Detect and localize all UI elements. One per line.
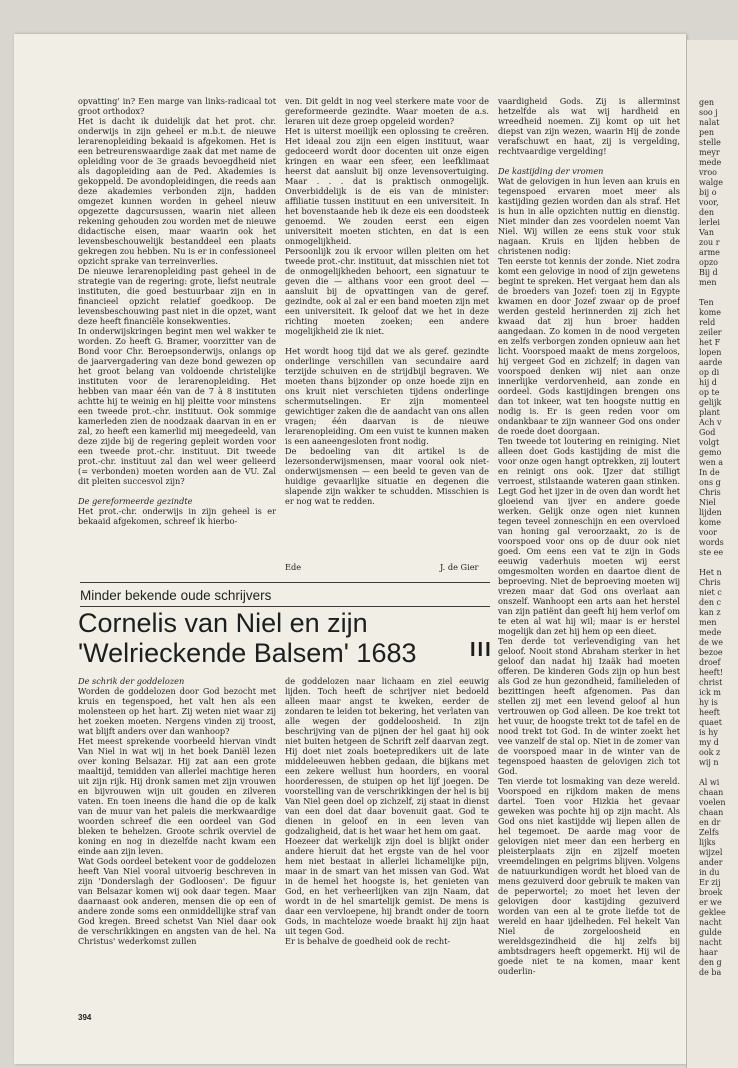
fragment-line: de ba bbox=[699, 968, 722, 977]
magazine-page bbox=[14, 34, 686, 1064]
fragment-line: broek bbox=[699, 888, 723, 897]
fragment-line: lopen bbox=[699, 348, 722, 357]
series-title: Minder bekende oude schrijvers bbox=[80, 588, 272, 603]
fragment-line: quaet bbox=[699, 718, 722, 727]
fragment-line: meyr bbox=[699, 148, 720, 157]
author-name: J. de Gier bbox=[440, 562, 479, 572]
paragraph: De bedoeling van dit artikel is de lezersonderwijsmensen, maar vooral ook niet-onderwijsmensen — een beeld te geven van de huidige gevaarlijke situatie en degenen die slapende zijn wakker te schudden. Misschien is er nog wat te redden. bbox=[285, 446, 489, 506]
fragment-line: opzo bbox=[699, 258, 718, 267]
kicker-divider bbox=[80, 606, 490, 607]
fragment-line: ook z bbox=[699, 748, 721, 757]
fragment-line: aarde bbox=[699, 358, 723, 367]
paragraph: In onderwijskringen begint men wel wakker te worden. Zo heeft G. Bramer, voorzitter van de Bond voor Chr. Beroepsonderwijs, onlangs op de jaarvergadering van deze bond gewezen op het groot belang van voldoende christelijke instituten voor de lerarenopleiding. Het hebben van maar één van de 7 à 8 instituten achtte hij te weinig en hij pleitte voor minstens een tweede prot.-chr. instituut. Ook sommige kamerleden zien de noodzaak daarvan in en er zal, zo heeft een kamerlid mij meegedeeld, van deze zijde bij de regering gepleit worden voor een tweede prot.-chr. instituut. Dit tweede prot.-chr. instituut zal dan wel weer gelieerd (= verbonden) moeten worden aan de VU. Zal dit pleiten succesvol zijn? bbox=[78, 326, 276, 486]
fragment-line: zeiler bbox=[699, 328, 722, 337]
fragment-line: Chris bbox=[699, 488, 721, 497]
fragment-line: nalat bbox=[699, 118, 720, 127]
fragment-line: en dr bbox=[699, 818, 721, 827]
fragment-line: heeft bbox=[699, 708, 720, 717]
fragment-line: ste ee bbox=[699, 548, 724, 557]
author-location: Ede bbox=[285, 562, 302, 572]
fragment-line: op te bbox=[699, 388, 720, 397]
paragraph: de goddelozen naar lichaam en ziel eeuwig lijden. Toch heeft de schrijver niet bedoeld alleen maar angst te kweken, eerder de zondaren te leiden tot bekering, het verlaten van alle wegen der goddeloosheid. In zijn beschrijving van de pijnen der hel gaat hij ook niet buiten hetgeen de Schrift zelf daarvan zegt. Hij doet niet zoals boetepredikers uit de late middeleeuwen hebben gedaan, die bijkans met een zekere wellust hun hoorders, en vooral hoorderessen, de stuipen op het lijf joegen. De voorstelling van de verschrikkingen der hel is bij Van Niel geen doel op zichzelf, zij staat in dienst van een doel dat daar bovenuit gaat. God te dienen in geloof en in een leven van godzaligheid, dat is het waar het hem om gaat. bbox=[285, 676, 489, 836]
fragment-line: Al wi bbox=[699, 778, 720, 787]
fragment-line: men bbox=[699, 278, 717, 287]
fragment-line: de we bbox=[699, 638, 723, 647]
fragment-line: my d bbox=[699, 738, 719, 747]
fragment-line: pen bbox=[699, 128, 715, 137]
fragment-line: gelijk bbox=[699, 398, 722, 407]
fragment-line: niet c bbox=[699, 588, 722, 597]
paragraph: Wat de gelovigen in hun leven aan kruis en tegenspoed ervaren moet meer als kastijding gezien worden dan als straf. Het is hun in alle opzichten nuttig en dienstig. Niet minder dan zes voordelen noemt Van Niel. Wij willen ze eens stuk voor stuk nagaan. Kruis en lijden hebben de christenen nodig: bbox=[498, 176, 680, 256]
fragment-line: ander bbox=[699, 858, 723, 867]
part-number: III bbox=[470, 639, 493, 661]
paragraph: Wat Gods oordeel betekent voor de goddelozen heeft Van Niel vooral uitvoerig beschreven in zijn 'Donderslagh der Godloosen'. De figuur van Belsazar komen wij ook daar tegen. Maar daarnaast ook anderen, mensen die op een of andere zonde soms een onmiddellijke straf van God kregen. Breed schetst Van Niel daar ook de verschrikkingen en angsten van de hel. Na Christus' wederkomst zullen bbox=[78, 856, 276, 946]
article2-column-2 bbox=[285, 676, 489, 998]
fragment-line: stelle bbox=[699, 138, 721, 147]
fragment-line: er we bbox=[699, 898, 722, 907]
fragment-line: voelen bbox=[699, 798, 726, 807]
section-divider bbox=[80, 582, 490, 583]
fragment-line: lijks bbox=[699, 838, 716, 847]
fragment-line: is hy bbox=[699, 728, 718, 737]
fragment-line: bij o bbox=[699, 188, 717, 197]
fragment-line: christ bbox=[699, 678, 723, 687]
page-number: 394 bbox=[78, 1013, 92, 1022]
headline-line-2: 'Welrieckende Balsem' 1683 bbox=[78, 638, 417, 668]
paragraph: Worden de goddelozen door God bezocht met kruis en tegenspoed, het valt hen als een molensteen op het hart. Zij weten niet waar zij het zoeken moeten. Nergens vinden zij troost, wat blijft anders over dan wanhoop? bbox=[78, 686, 276, 736]
fragment-line: lijden bbox=[699, 508, 722, 517]
fragment-line: wen a bbox=[699, 458, 724, 467]
fragment-line: in du bbox=[699, 868, 720, 877]
fragment-line: Ach v bbox=[699, 418, 722, 427]
paragraph: Het prot.-chr. onderwijs in zijn geheel is er bekaaid afgekomen, schreef ik hierbo- bbox=[78, 506, 276, 526]
fragment-line: droef bbox=[699, 658, 721, 667]
article1-column-1 bbox=[78, 96, 276, 576]
article1-column-2 bbox=[285, 96, 489, 564]
fragment-line: wijzel bbox=[699, 848, 723, 857]
fragment-line: plant bbox=[699, 408, 720, 417]
paragraph: Het is dacht ik duidelijk dat het prot. chr. onderwijs in zijn geheel er m.b.t. de nieuwe lerarenopleiding bekaaid is afgekomen. Het is een betreurenswaardige zaak dat met name de opleiding voor de 3e graads bevoegdheid niet als dagopleiding aan de Ped. Akademies is gekoppeld. De avondopleidingen, die reeds aan deze akademies verbonden zijn, hadden omgezet kunnen worden in geheel nieuw opgezette dagcursussen, waarin niet alleen rekening gehouden zou worden met de nieuwe didactische eisen, maar waarin ook het levensbeschouwelijk bestanddeel een plaats gekregen zou hebben. Nu is er in confessioneel opzicht sprake van terreinverlies. bbox=[78, 116, 276, 266]
column-3 bbox=[498, 96, 680, 996]
paragraph: Hoezeer dat werkelijk zijn doel is blijkt onder andere hieruit dat het ergste van de hel voor hem niet bestaat in allerlei lichamelijke pijn, maar in de smart van het missen van God. Wat in de hemel het hoogste is, het genieten van God, en het verheerlijken van zijn Naam, dat wordt in de hel smartelijk gemist. De mens is daar een vervloepene, hij brandt onder de toorn Gods, in machteloze woede braakt hij zijn haat uit tegen God. bbox=[285, 836, 489, 936]
fragment-line: bezoe bbox=[699, 648, 723, 657]
fragment-line: Er zij bbox=[699, 878, 721, 887]
fragment-line: chaan bbox=[699, 808, 724, 817]
fragment-line: Het n bbox=[699, 568, 722, 577]
paragraph: Er is behalve de goedheid ook de recht- bbox=[285, 936, 451, 946]
fragment-line: In de bbox=[699, 468, 720, 477]
paragraph: Persoonlijk zou ik ervoor willen pleiten om het tweede prot.-chr. instituut, dat misschien niet tot de onmogelijkheden behoort, een signatuur te geven die — althans voor een groot deel — aansluit bij de opvattingen van de geref. gezindte, ook al zal er een band moeten zijn met een universiteit. Ik geloof dat we het in deze richting moeten zoeken; een andere mogelijkheid zie ik niet. bbox=[285, 246, 489, 336]
fragment-line: den bbox=[699, 208, 715, 217]
fragment-line: voor, bbox=[699, 198, 719, 207]
paragraph: Ten tweede tot loutering en reiniging. Niet alleen doet Gods kastijding de mist die voor onze ogen hangt optrekken, zij loutert en reinigt ons ook. IJzer dat stilligt verroest, stilstaande wateren gaan stinken. Legt God het ijzer in de oven dan wordt het gloeiend van ijver en andere goede werken. Gelijk onze ogen niet kunnen tegen teveel zonneschijn en een overvloed van honing gal veroorzaakt, zo is de voorspoed voor ons op de duur ook niet goed. Om eens een vat te zijn in Gods eeuwig vaderhuis moeten wij eerst omgesmolten worden en daartoe dient de beproeving. Niet de beproeving moeten wij vrezen maar dat God ons overlaat aan onszelf. Wanhoopt een arts aan het herstel van zijn patiënt dan geeft hij hem verlof om te eten al wat hij wil; maar is er herstel mogelijk dan zet hij hem op een dieet. bbox=[498, 436, 680, 636]
fragment-line: nacht bbox=[699, 938, 722, 947]
paragraph: Ten vierde tot losmaking van deze wereld. Voorspoed en rijkdom maken de mens dartel. Toen voor Hizkia het gevaar geweken was pochte hij op zijn macht. Als God ons niet kastijdde wij liepen allen de hel tegemoet. De aarde mag voor de gelovigen niet meer dan een herberg en pleisterplaats zijn en zijzelf moeten vreemdelingen en pelgrims blijven. Volgens de natuurkundigen wordt het bloed van de mens gezuiverd door gebruik te maken van de peperwortel; zo moet het leven der gelovigen door kastijding gezuiverd worden van een al te grote liefde tot de wereld en haar ijdelheden. Fel hekelt Van Niel de zorgeloosheid en wereldsgezindheid die hij zelfs bij ambtsdragers heeft opgemerkt. Hij wil de goede niet te na komen, maar kent ouderlin- bbox=[498, 776, 680, 976]
paragraph: Het is uiterst moeilijk een oplossing te creëren. Het ideaal zou zijn een eigen instituut, waar gedoceerd wordt door docenten uit onze eigen kringen en waar een sfeer, een leefklimaat heerst dat aansluit bij onze levensovertuiging. Maar . . . dat is praktisch onmogelijk. Onverbiddelijk is de eis van de minister: affiliatie tussen instituut en een universiteit. In het bovenstaande heb ik deze eis een doodsteek genoemd. We zouden eerst een eigen universiteit moeten stichten, en dat is een onmogelijkheid. bbox=[285, 126, 489, 246]
fragment-line: arme bbox=[699, 248, 720, 257]
paragraph: De nieuwe lerarenopleiding past geheel in de strategie van de regering: grote, liefst neutrale instituten, die goed bestuurbaar zijn en in financieel opzicht relatief goedkoop. De levensbeschouwing past niet in die opzet, want deze heeft financiële konsekwenties. bbox=[78, 266, 276, 326]
paragraph: Het meest sprekende voorbeeld hiervan vindt Van Niel in wat wij in het boek Daniël lezen over koning Belsazar. Hij zat aan een grote maaltijd, temidden van allerlei machtige heren uit zijn rijk. Hij dronk samen met zijn vrouwen en bijvrouwen wijn uit gouden en zilveren vaten. En toen ineens die hand die op de kalk van de muur van het paleis die merkwaardige woorden schreef die een oordeel van God bleken te behelzen. Groote schrik overviel de koning en nog in diezelfde nacht kwam een einde aan zijn leven. bbox=[78, 736, 276, 856]
fragment-line: haar bbox=[699, 948, 718, 957]
fragment-line: Van bbox=[699, 228, 714, 237]
fragment-line: geklee bbox=[699, 908, 726, 917]
fragment-line: den c bbox=[699, 598, 722, 607]
fragment-line: lerlei bbox=[699, 218, 720, 227]
fragment-line: Zelfs bbox=[699, 828, 719, 837]
fragment-line: reld bbox=[699, 318, 716, 327]
fragment-line: hy is bbox=[699, 698, 718, 707]
fragment-line: men bbox=[699, 618, 717, 627]
fragment-line: chaan bbox=[699, 788, 724, 797]
fragment-line: God bbox=[699, 428, 716, 437]
fragment-line: Bij d bbox=[699, 268, 718, 277]
fragment-line: kome bbox=[699, 308, 721, 317]
fragment-line: mede bbox=[699, 158, 722, 167]
fragment-line: mede bbox=[699, 628, 722, 637]
fragment-line: ick m bbox=[699, 688, 722, 697]
paragraph: vaardigheid Gods. Zij is allerminst hetzelfde als wat wij hardheid en wreedheid noemen. Zij komt op uit het diepst van zijn wezen, waarin Hij de zonde verafschuwt en haat, zij is vergelding, rechtvaardige vergelding! bbox=[498, 96, 680, 156]
fragment-line: gen bbox=[699, 98, 715, 107]
fragment-line: ons g bbox=[699, 478, 721, 487]
paragraph: Ten eerste tot kennis der zonde. Niet zodra komt een gelovige in nood of zijn gewetens begint te spreken. Het vergaat hem dan als de broeders van Jozef: toen zij in Egypte kwamen en door Jozef zwaar op de proef werden gesteld herinnerden zij zich het kwaad dat zij hun broer hadden aangedaan. Zo komen in de nood vergeten en zelfs verborgen zonden opnieuw aan het licht. Voorspoed maakt de mens zorgeloos, hij vergeet God en zichzelf; in dagen van voorspoed denken wij niet aan onze innerlijke verdorvenheid, aan zonde en oordeel. Gods kastijdingen brengen ons dan tot inkeer, wat ten hoogste nuttig en nodig is. Er is geen reden voor om ondankbaar te zijn wanneer God ons onder de roede doet doorgaan. bbox=[498, 256, 680, 436]
fragment-line: vroo bbox=[699, 168, 717, 177]
fragment-line: Chris bbox=[699, 578, 721, 587]
article2-column-1 bbox=[78, 676, 276, 998]
fragment-line: volgt bbox=[699, 438, 720, 447]
fragment-line: gemo bbox=[699, 448, 722, 457]
adjacent-page-fragment bbox=[686, 40, 738, 1068]
fragment-line: gulde bbox=[699, 928, 722, 937]
fragment-line: op di bbox=[699, 368, 720, 377]
paragraph: Het wordt hoog tijd dat we als geref. gezindte onderlinge verschillen van secundaire aard terzijde schuiven en de strijdbijl begraven. We moeten thans bijzonder op onze hoede zijn en ons kruit niet verschieten tijdens onderlinge schermutselingen. Er zijn momenteel gewichtiger zaken die de aandacht van ons allen vragen; één daarvan is de nieuwe lerarenopleiding. Om een vuist te kunnen maken is een aaneengesloten front nodig. bbox=[285, 346, 489, 446]
fragment-line: walge bbox=[699, 178, 724, 187]
fragment-line: kan z bbox=[699, 608, 721, 617]
fragment-line: soo j bbox=[699, 108, 718, 117]
paragraph: Ten derde tot verlevendiging van het geloof. Nooit stond Abraham sterker in het geloof dan nadat hij Izaäk had moeten offeren. De kinderen Gods zijn op hun best als God ze hun gezondheid, familieleden of bezittingen heeft afgenomen. Pas dan stellen zij met een levend geloof al hun vertrouwen op God alleen. De koe trekt tot het vuur, de hoogste trekt tot de tafel en de nood trekt tot God. In de winter zoekt het vee vanzelf de stal op. Niet in de zomer van de voorspoed maar in de winter van de tegenspoed haasten de gelovigen zich tot God. bbox=[498, 636, 680, 776]
fragment-line: Niel bbox=[699, 498, 716, 507]
fragment-line: voor bbox=[699, 528, 717, 537]
fragment-line: nacht bbox=[699, 918, 722, 927]
fragment-line: het F bbox=[699, 338, 721, 347]
subheading: De kastijding der vromen bbox=[498, 166, 604, 176]
fragment-line: zou r bbox=[699, 238, 720, 247]
fragment-line: wij n bbox=[699, 758, 719, 767]
fragment-line: den g bbox=[699, 958, 722, 967]
headline-line-1: Cornelis van Niel en zijn bbox=[78, 608, 368, 638]
subheading: De gereformeerde gezindte bbox=[78, 496, 193, 506]
paragraph: ven. Dit geldt in nog veel sterkere mate voor de gereformeerde gezindte. Waar moeten de a.s. leraren uit deze groep opgeleid worden? bbox=[285, 96, 489, 126]
fragment-line: words bbox=[699, 538, 724, 547]
paragraph: opvatting' in? Een marge van links-radicaal tot groot orthodox? bbox=[78, 96, 276, 116]
fragment-line: hij d bbox=[699, 378, 717, 387]
fragment-line: Ten bbox=[699, 298, 714, 307]
fragment-line: heeft! bbox=[699, 668, 724, 677]
subheading: De schrik der goddelozen bbox=[78, 676, 185, 686]
fragment-line: kome bbox=[699, 518, 721, 527]
